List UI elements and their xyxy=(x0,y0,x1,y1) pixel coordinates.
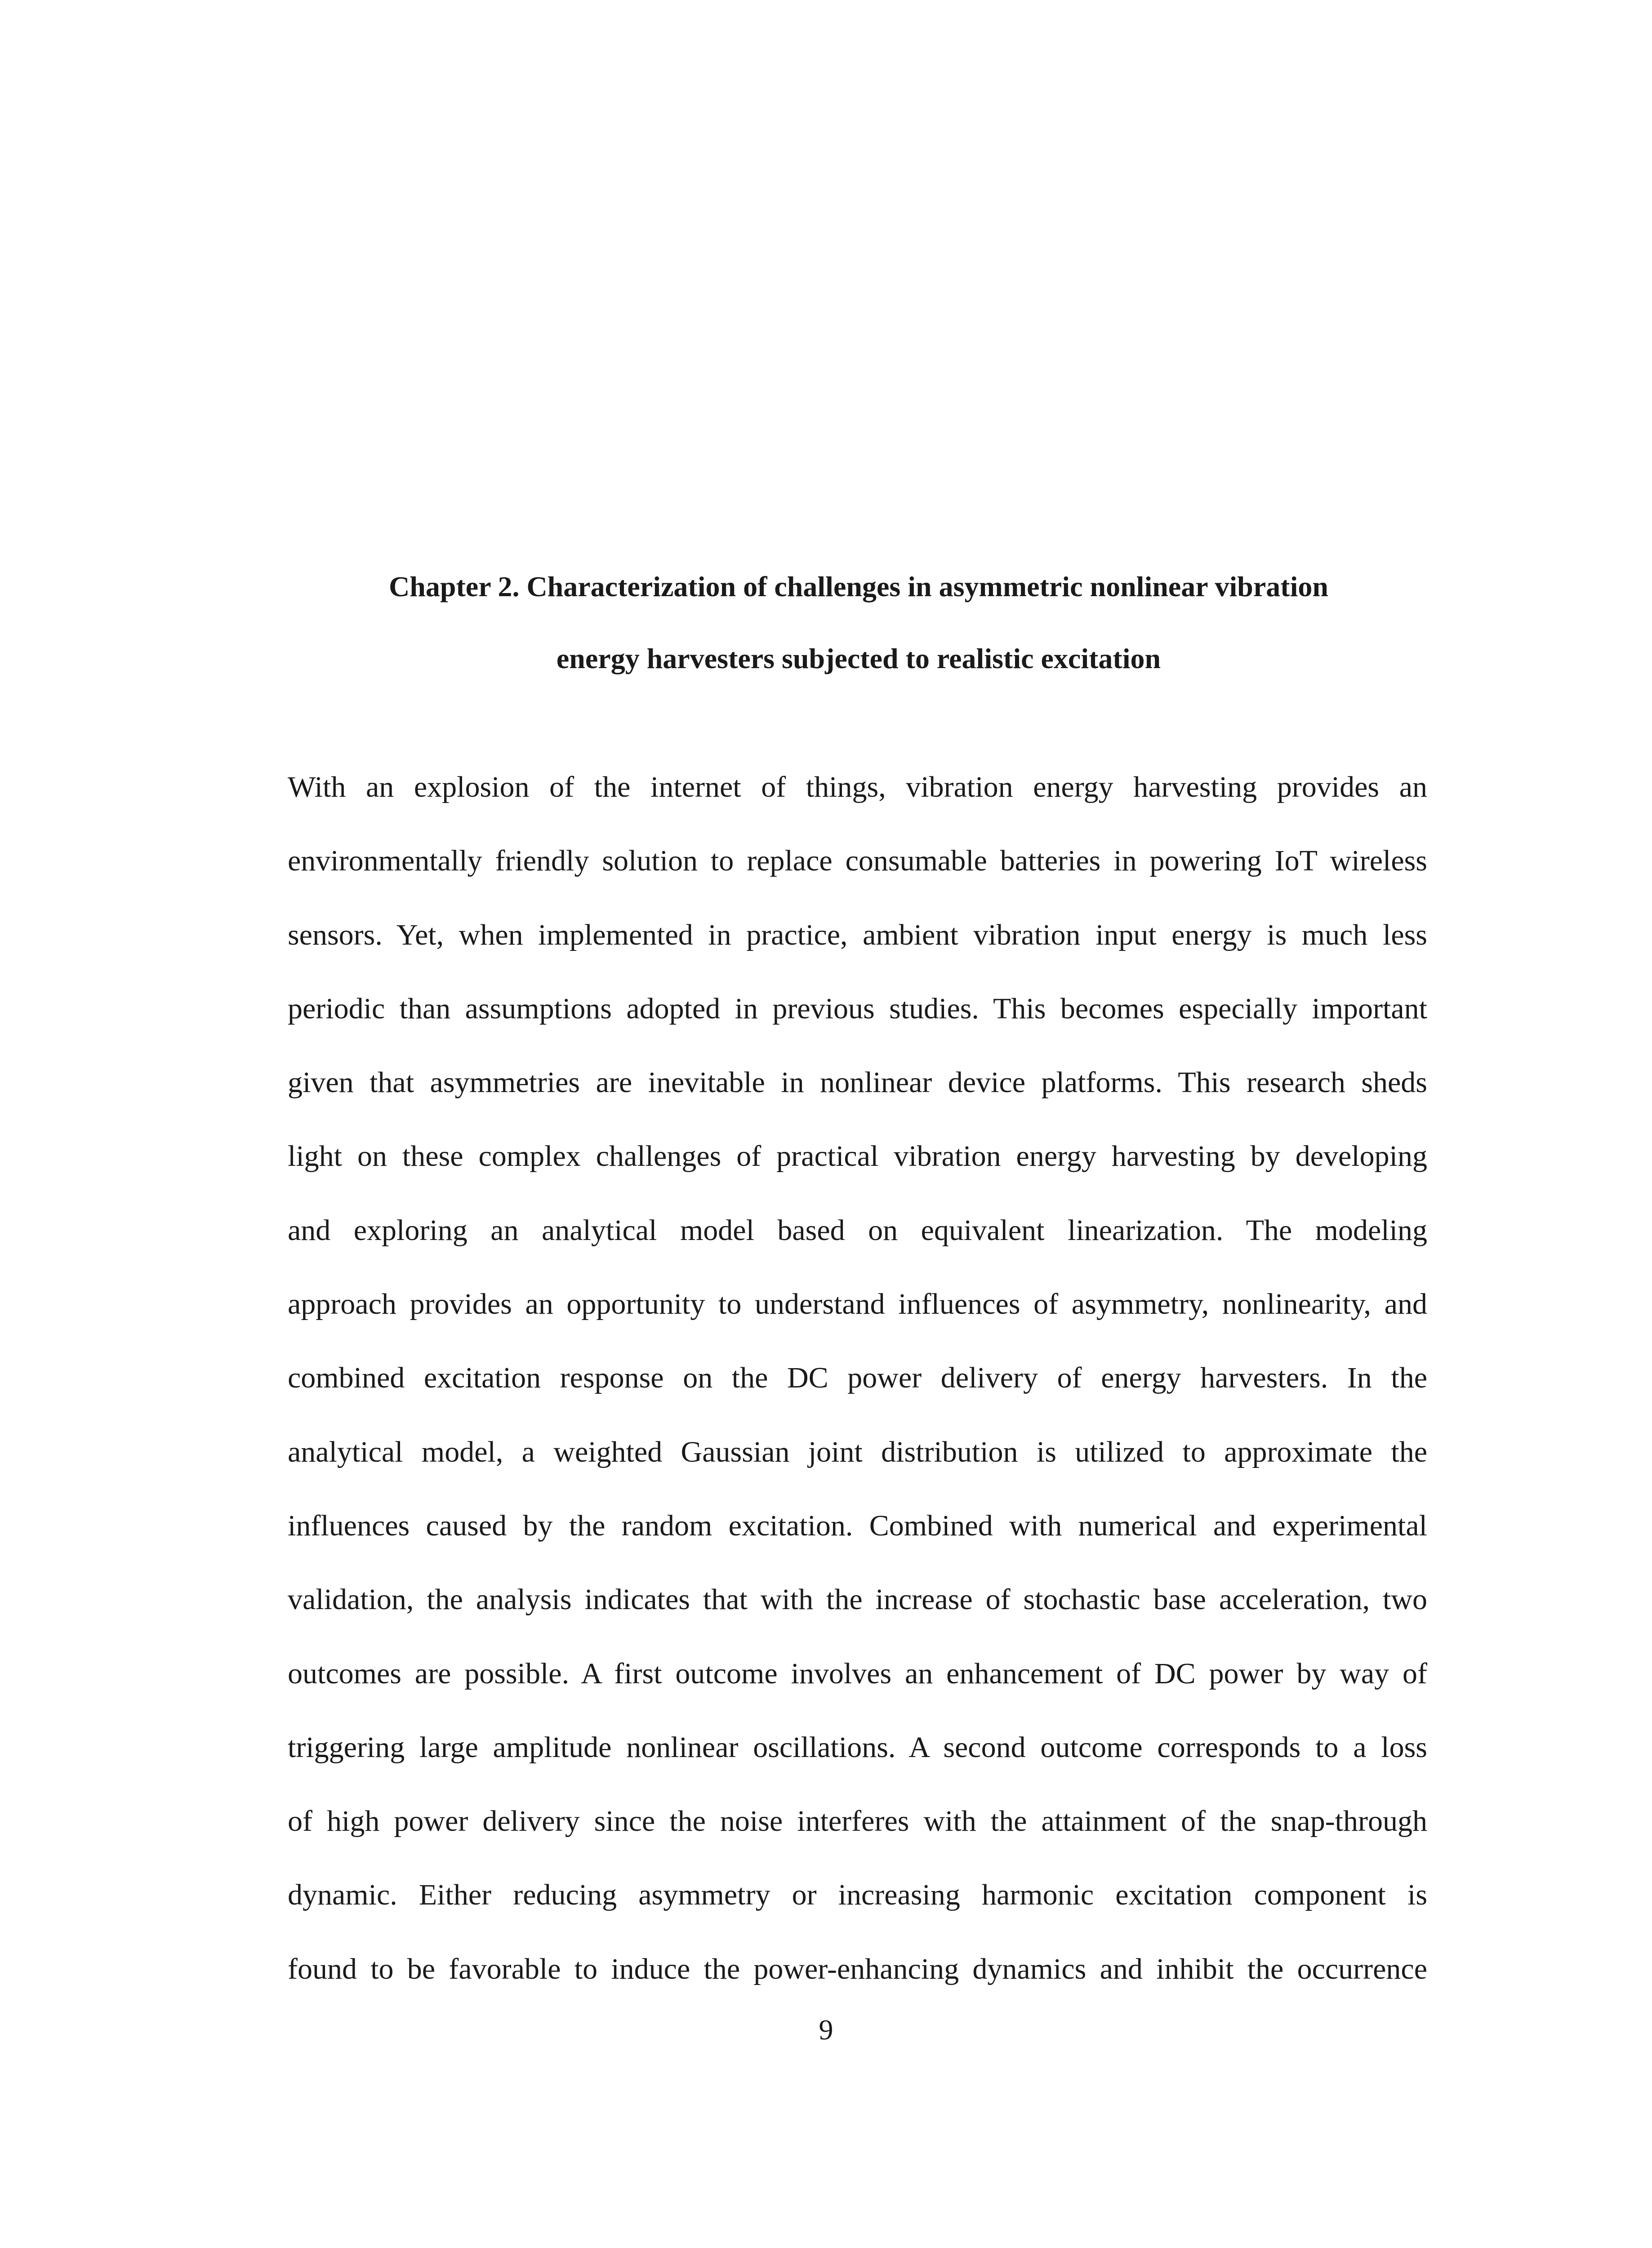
page-number: 9 xyxy=(819,2014,833,2046)
body-line: influences caused by the random excitation. Combined with numerical and experimental xyxy=(288,1509,1427,1542)
body-line: triggering large amplitude nonlinear oscillations. A second outcome corresponds to a loss xyxy=(288,1731,1427,1764)
body-line: of high power delivery since the noise interferes with the attainment of the snap-through xyxy=(288,1805,1427,1838)
body-line: dynamic. Either reducing asymmetry or increasing harmonic excitation component is xyxy=(288,1878,1427,1912)
body-line: sensors. Yet, when implemented in practice, ambient vibration input energy is much less xyxy=(288,918,1427,951)
body-line: analytical model, a weighted Gaussian joint distribution is utilized to approximate the xyxy=(288,1435,1427,1468)
body-line: With an explosion of the internet of things, vibration energy harvesting provides an xyxy=(288,771,1427,803)
body-line: light on these complex challenges of practical vibration energy harvesting by developing xyxy=(288,1140,1427,1173)
body-line: environmentally friendly solution to replace consumable batteries in powering IoT wireless xyxy=(288,844,1427,878)
body-line: and exploring an analytical model based on equivalent linearization. The modeling xyxy=(288,1213,1427,1247)
body-line: found to be favorable to induce the power-enhancing dynamics and inhibit the occurrence xyxy=(288,1952,1427,1985)
body-paragraph xyxy=(288,767,1427,2022)
chapter-heading-line-2: energy harvesters subjected to realistic excitation xyxy=(556,642,1161,674)
chapter-heading-line-1: Chapter 2. Characterization of challenges in asymmetric nonlinear vibration xyxy=(389,571,1328,602)
body-line: validation, the analysis indicates that with the increase of stochastic base acceleration, two xyxy=(288,1583,1427,1616)
chapter-heading xyxy=(288,551,1429,695)
body-line: combined excitation response on the DC power delivery of energy harvesters. In the xyxy=(288,1361,1427,1395)
body-line: periodic than assumptions adopted in previous studies. This becomes especially important xyxy=(288,992,1427,1025)
body-line: approach provides an opportunity to understand influences of asymmetry, nonlinearity, and xyxy=(288,1288,1427,1321)
body-line: given that asymmetries are inevitable in nonlinear device platforms. This research sheds xyxy=(288,1066,1427,1099)
body-line: outcomes are possible. A first outcome involves an enhancement of DC power by way of xyxy=(288,1657,1427,1690)
